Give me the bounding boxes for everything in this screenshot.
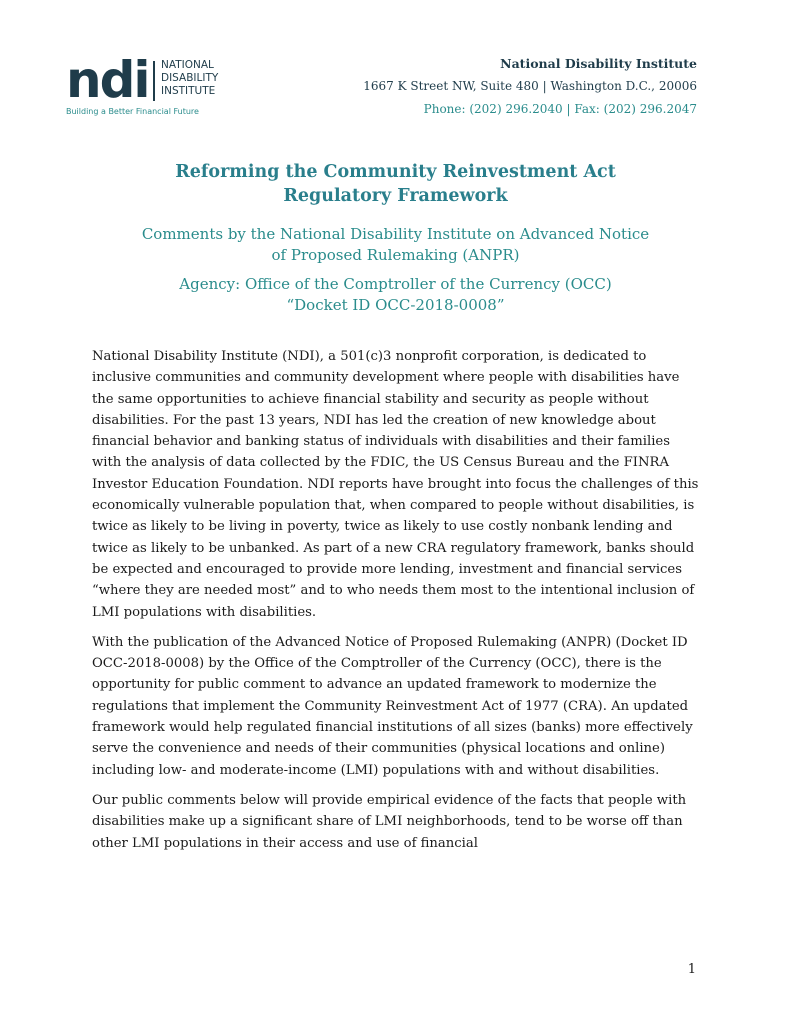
address-street: 1667 K Street NW, Suite 480 | Washington D.C., 20006 — [363, 79, 697, 93]
logo-tagline: Building a Better Financial Future — [66, 107, 199, 116]
document-subtitle — [60, 224, 731, 266]
body-paragraph: With the publication of the Advanced Notice of Proposed Rulemaking (ANPR) (Docket ID OCC-2018-0008) by the Office of the Comptroller of the Currency (OCC), there is the opportunity for public comment to advance an updated framework to modernize the regulations that implement the Community Reinvestment Act of 1977 (CRA). An updated framework would help regulated financial institutions of all sizes (banks) more effectively serve the convenience and needs of their communities (physical locations and online) including low- and moderate-income (LMI) populations with and without disabilities. — [92, 634, 693, 778]
subtitle-line: of Proposed Rulemaking (ANPR) — [271, 246, 520, 264]
logo-wordmark — [161, 59, 218, 98]
document-title — [60, 160, 731, 208]
logo-name-line: NATIONAL — [161, 59, 214, 71]
title-line: Reforming the Community Reinvestment Act — [175, 162, 616, 182]
subtitle-line: Agency: Office of the Comptroller of the Currency (OCC) — [179, 275, 612, 293]
ndi-logo — [66, 51, 266, 121]
logo-mark: ndi — [66, 51, 149, 109]
body-paragraph: National Disability Institute (NDI), a 501(c)3 nonprofit corporation, is dedicated to inclusive communities and community development where people with disabilities have the same opportunities to achieve financial stability and security as people without disabilities. For the past 13 years, NDI has led the creation of new knowledge about financial behavior and banking status of individuals with disabilities and their families with the analysis of data collected by the FDIC, the US Census Bureau and the FINRA Investor Education Foundation. NDI reports have brought into focus the challenges of this economically vulnerable population that, when compared to people without disabilities, is twice as likely to be living in poverty, twice as likely to use costly nonbank lending and twice as likely to be unbanked. As part of a new CRA regulatory framework, banks should be expected and encouraged to provide more lending, investment and financial services “where they are needed most” and to who needs them most to the intentional inclusion of LMI populations with disabilities. — [92, 349, 699, 620]
letterhead-address — [363, 52, 697, 121]
logo-name-line: DISABILITY — [161, 72, 219, 84]
title-line: Regulatory Framework — [283, 186, 508, 206]
subtitle-line: “Docket ID OCC-2018-0008” — [286, 296, 505, 314]
document-body — [92, 346, 702, 863]
page-number: 1 — [687, 962, 696, 977]
logo-name-line: INSTITUTE — [161, 85, 216, 97]
address-phone: Phone: (202) 296.2040 | Fax: (202) 296.2047 — [423, 102, 697, 116]
body-paragraph: Our public comments below will provide empirical evidence of the facts that people with disabilities make up a significant share of LMI neighborhoods, tend to be worse off than other LMI populations in their access and use of financial — [92, 792, 687, 851]
address-org: National Disability Institute — [500, 56, 697, 71]
subtitle-line: Comments by the National Disability Institute on Advanced Notice — [141, 225, 650, 243]
logo-divider — [153, 61, 155, 101]
agency-subtitle — [60, 274, 731, 316]
